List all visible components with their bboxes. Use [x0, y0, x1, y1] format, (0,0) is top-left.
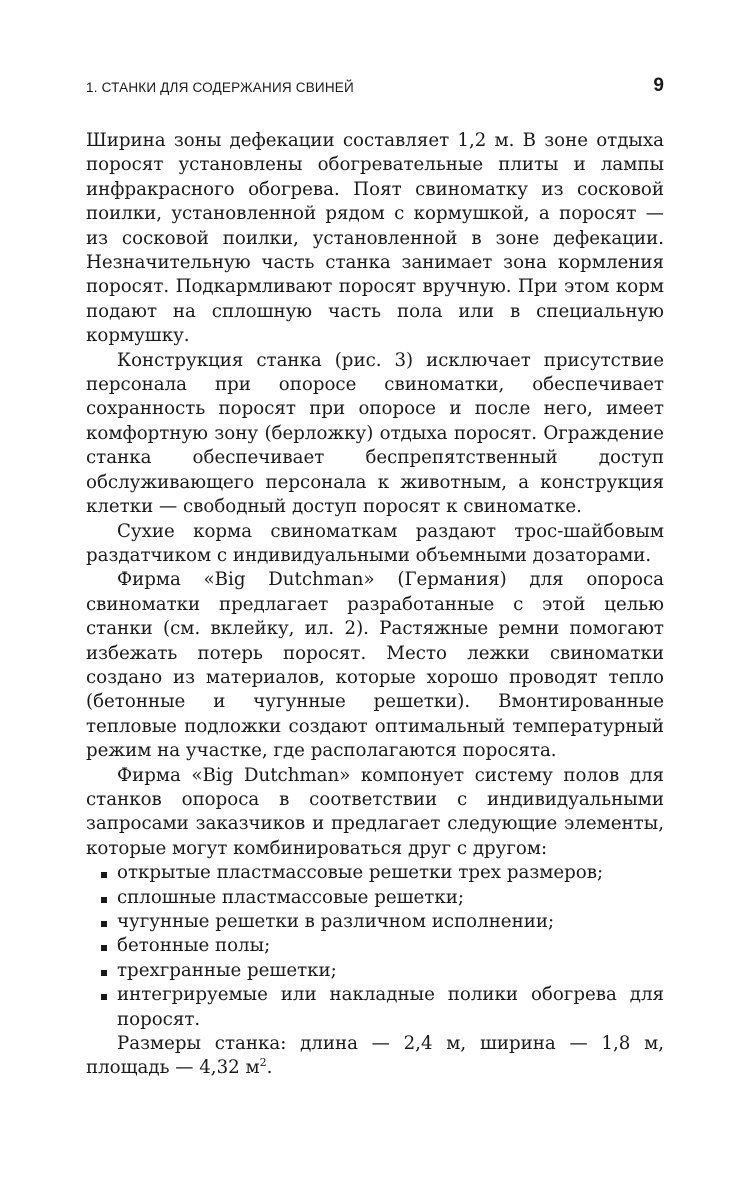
sentence-end: .: [266, 1057, 273, 1079]
list-item-text: трехгранные решетки;: [117, 959, 337, 981]
list-item-text: чугунные решетки в различном исполнении;: [117, 911, 555, 932]
list-item-text: интегрируемые или накладные полики обогрева для поросят.: [117, 984, 664, 1030]
square-bullet-icon: [101, 945, 107, 951]
chapter-running-title: 1. СТАНКИ ДЛЯ СОДЕРЖАНИЯ СВИНЕЙ: [86, 80, 354, 95]
list-item-text: бетонные полы;: [117, 935, 271, 957]
page-number: 9: [653, 75, 664, 96]
body-text: [86, 129, 664, 1081]
list-item: [86, 983, 664, 1032]
running-head: [86, 75, 664, 100]
square-bullet-icon: [101, 897, 107, 903]
square-bullet-icon: [101, 921, 107, 927]
paragraph-pen-design: Конструкция станка (рис. 3) исключает присутствие персонала при опоросе свиноматки, обеспечивает сохранность поросят при опоросе и после него, имеет комфортную зону (берложку) отдыха поросят. Ограждение станка обеспечивает беспрепятственный доступ обслуживающего персонала к животным, а конструкция клетки — свободный доступ поросят к свиноматке.: [86, 349, 664, 518]
list-item: [86, 959, 664, 983]
paragraph-big-dutchman-pens: Фирма «Big Dutchman» (Германия) для опороса свиноматки предлагает разработанные с этой целью станки (см. вклейку, ил. 2). Растяжные ремни помогают избежать потерь поросят. Место лежки свиноматки создано из материалов, которые хорошо проводят тепло (бетонные и чугунные решетки). Вмонтированные тепловые подложки создают оптимальный температурный режим на участке, где располагаются поросята.: [86, 569, 664, 762]
paragraph-defecation-zone: Ширина зоны дефекации составляет 1,2 м. В зоне отдыха поросят установлены обогревательные плиты и лампы инфракрасного обогрева. Поят свиноматку из сосковой поилки, установленной рядом с кормушкой, а поросят — из сосковой поилки, установленной в зоне дефекации. Незначительную часть станка занимает зона кормления поросят. Подкармливают поросят вручную. При этом корм подают на сплошную часть пола или в специальную кормушку.: [86, 130, 664, 347]
paragraph-dry-feed: Сухие корма свиноматкам раздают трос-шайбовым раздатчиком с индивидуальными объемными дозаторами.: [86, 520, 664, 566]
square-bullet-icon: [101, 970, 107, 976]
list-item-text: открытые пластмассовые решетки трех размеров;: [117, 862, 604, 884]
square-meter-superscript: 2: [259, 1056, 267, 1070]
list-item: [86, 861, 664, 885]
list-item: [86, 910, 664, 934]
list-item: [86, 934, 664, 958]
square-bullet-icon: [101, 872, 107, 878]
list-item-text: сплошные пластмассовые решетки;: [117, 886, 464, 908]
paragraph-big-dutchman-floors: Фирма «Big Dutchman» компонует систему полов для станков опороса в соответствии с индивидуальными запросами заказчиков и предлагает следующие элементы, которые могут комбинироваться друг с другом:: [86, 764, 664, 859]
pen-dimensions-text: Размеры станка: длина — 2,4 м, ширина — 1,8 м, площадь — 4,32 м: [86, 1033, 664, 1079]
square-bullet-icon: [101, 994, 107, 1000]
list-item: [86, 886, 664, 910]
floor-elements-list: [86, 861, 664, 1032]
paragraph-pen-dimensions: [86, 1032, 664, 1081]
